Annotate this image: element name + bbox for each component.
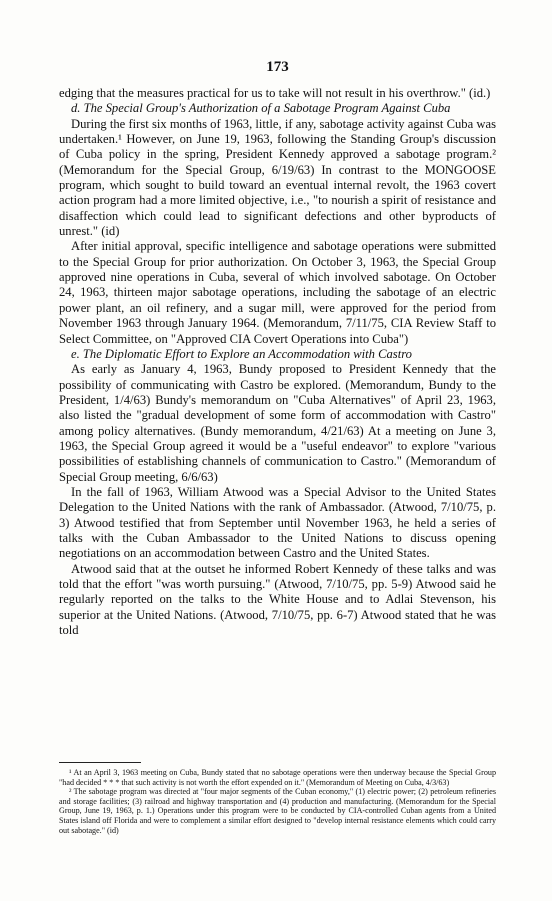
footnote-divider [59,762,141,763]
body-text [59,86,496,638]
paragraph: In the fall of 1963, William Atwood was a Special Advisor to the United States Delegation to the United Nations with the rank of Ambassador. (Atwood, 7/10/75, p. 3) Atwood testified that from September until November 1963, he held a series of talks with the Cuban Ambassador to the United Nations to discuss opening negotiations on an accommodation between Castro and the United States. [59,484,496,561]
paragraph: As early as January 4, 1963, Bundy proposed to President Kennedy that the possibility of communicating with Castro be explored. (Memorandum, Bundy to the President, 1/4/63) Bundy's memorandum on "Cuba Alternatives" of April 23, 1963, also listed the "gradual development of some form of accommodation with Castro" among policy alternatives. (Bundy memorandum, 4/21/63) At a meeting on June 3, 1963, the Special Group agreed it would be a "useful endeavor" to explore "various possibilities of establishing channels of communication to Castro." (Memorandum of Special Group meeting, 6/6/63) [59,362,496,484]
paragraph: During the first six months of 1963, little, if any, sabotage activity against Cuba was undertaken.¹ However, on June 19, 1963, following the Standing Group's discussion of Cuba policy in the spring, President Kennedy approved a sabotage program.² (Memorandum for the Special Group, 6/19/63) In contrast to the MONGOOSE program, which sought to build toward an eventual internal revolt, the 1963 covert action program had a more limited objective, i.e., "to nourish a spirit of resistance and disaffection which could lead to significant defections and other byproducts of unrest." (id) [59,116,496,239]
footnote-1: ¹ At an April 3, 1963 meeting on Cuba, Bundy stated that no sabotage operations were then underway because the Special Group "had decided * * * that such activity is not worth the effort expended on it." (Memorandum of Meeting on Cuba, 4/3/63) [59,768,496,787]
paragraph: Atwood said that at the outset he informed Robert Kennedy of these talks and was told that the effort "was worth pursuing." (Atwood, 7/10/75, pp. 5-9) Atwood said he regularly reported on the talks to the White House and to Adlai Stevenson, his superior at the United Nations. (Atwood, 7/10/75, pp. 6-7) Atwood stated that he was told [59,561,496,638]
section-heading-e: e. The Diplomatic Effort to Explore an Accommodation with Castro [71,346,412,361]
paragraph-continuation: edging that the measures practical for us to take will not result in his overthrow." (id.) [59,86,491,100]
footnotes [59,762,496,835]
section-heading-d: d. The Special Group's Authorization of a Sabotage Program Against Cuba [71,101,451,116]
footnote-2: ² The sabotage program was directed at "four major segments of the Cuban economy," (1) electric power; (2) petroleum refineries and storage facilities; (3) railroad and highway transportation and (4) production and manufacturing. (Memorandum for the Special Group, June 19, 1963, p. 1.) Operations under this program were to be conducted by CIA-controlled Cuban agents from a United States island off Florida and were to complement a similar effort designed to "develop internal resistance elements which could carry out sabotage." (id) [59,787,496,835]
page-number: 173 [266,59,289,75]
paragraph: After initial approval, specific intelligence and sabotage operations were submitted to the Special Group for prior authorization. On October 3, 1963, the Special Group approved nine operations in Cuba, several of which involved sabotage. On October 24, 1963, thirteen major sabotage operations, including the sabotage of an electric power plant, an oil refinery, and a sugar mill, were approved for the period from November 1963 through January 1964. (Memorandum, 7/11/75, CIA Review Staff to Select Committee, on "Approved CIA Covert Operations into Cuba") [59,239,496,346]
